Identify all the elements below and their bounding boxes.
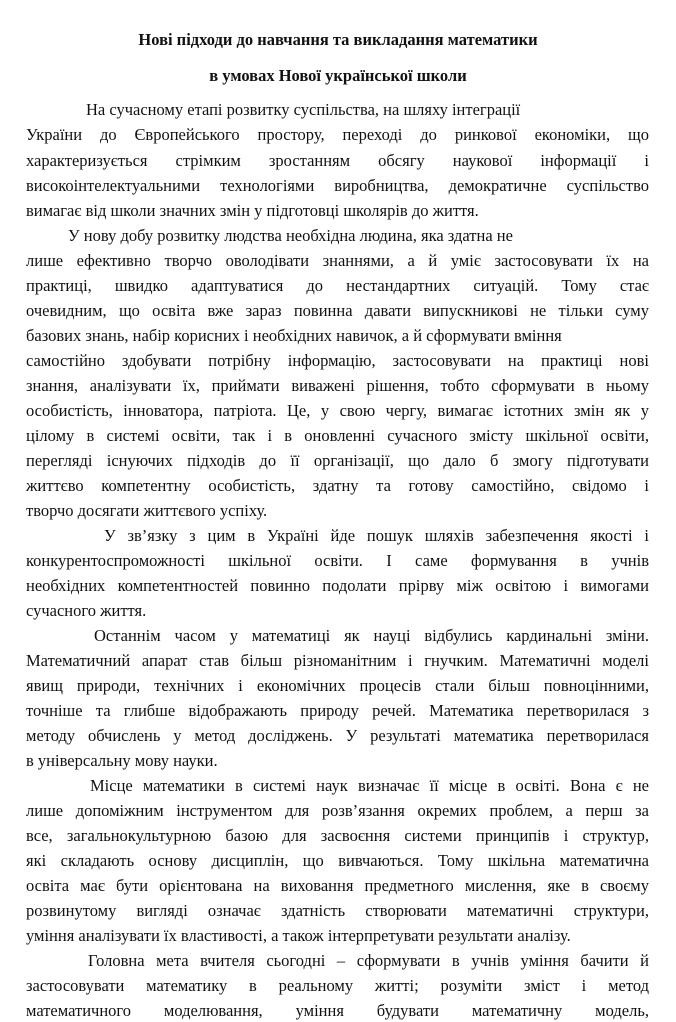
text-line: методу обчислень у метод досліджень. У результаті математика перетворилася (26, 726, 649, 745)
text-line: перегляді існуючих підходів до її організації, що дало б змогу підготувати (26, 451, 649, 470)
text-line: України до Європейського простору, переході до ринкової економіки, що (26, 125, 649, 144)
text-line: очевидним, що освіта вже зараз повинна давати випускникові не тільки суму (26, 301, 649, 320)
text-line: необхідних компетентностей повинно подолати прірву між освітою і вимогами (26, 576, 649, 595)
text-line: все, загальнокультурною базою для засвоєння системи принципів і структур, (26, 826, 649, 845)
text-line: вимагає від школи значних змін у підготовці школярів до життя. (26, 201, 479, 220)
text-line: особистість, інноватора, патріота. Це, у свою чергу, вимагає істотних змін як у (26, 401, 649, 420)
text-line: Головна мета вчителя сьогодні – сформувати в учнів уміння бачити й (88, 951, 649, 970)
text-line: високоінтелектуальними технологіями виробництва, демократичне суспільство (26, 176, 649, 195)
text-line: лише допоміжним інструментом для розв’язання окремих проблем, а перш за (26, 801, 649, 820)
text-line: життєво компетентну особистість, здатну та готову самостійно, свідомо і (26, 476, 649, 495)
text-line: конкурентоспроможності шкільної освіти. І саме формування в учнів (26, 551, 649, 570)
text-line: явищ природи, технічних і економічних процесів стали більш повноцінними, (26, 676, 649, 695)
text-line: які складають основу дисциплін, що вивчаються. Тому шкільна математична (26, 851, 649, 870)
text-line: знання, аналізувати їх, приймати виважені рішення, тобто сформувати в ньому (26, 376, 649, 395)
document-title-line-2: в умовах Нової української школи (209, 66, 467, 85)
text-line: самостійно здобувати потрібну інформацію, застосовувати на практиці нові (26, 351, 649, 370)
text-line: Останнім часом у математиці як науці відбулись кардинальні зміни. (94, 626, 649, 645)
text-line: застосовувати математику в реальному житті; розуміти зміст і метод (26, 976, 649, 995)
text-line: практиці, швидко адаптуватися до нестандартних ситуацій. Тому стає (26, 276, 649, 295)
text-line: розвинутому вигляді означає здатність створювати математичні структури, (26, 901, 649, 920)
text-line: У зв’язку з цим в Україні йде пошук шляхів забезпечення якості і (104, 526, 649, 545)
text-line: Місце математики в системі наук визначає її місце в освіті. Вона є не (90, 776, 649, 795)
text-line: характеризується стрімким зростанням обсягу наукової інформації і (26, 151, 649, 170)
text-line: Математичний апарат став більш різноманітним і гнучким. Математичні моделі (26, 651, 649, 670)
text-line: творчо досягати життєвого успіху. (26, 501, 268, 520)
text-line: цілому в системі освіти, так і в оновленні сучасного змісту шкільної освіти, (26, 426, 649, 445)
text-line: уміння аналізувати їх властивості, а також інтерпретувати результати аналізу. (26, 926, 571, 945)
text-line: сучасного життя. (26, 601, 147, 620)
text-line: базових знань, набір корисних і необхідних навичок, а й сформувати вміння (26, 326, 562, 345)
text-line: На сучасному етапі розвитку суспільства, на шляху інтеграції (86, 100, 521, 119)
document-title-line-1: Нові підходи до навчання та викладання математики (138, 30, 538, 49)
text-line: освіта має бути орієнтована на виховання предметного мислення, яке в своєму (26, 876, 649, 895)
text-line: математичного моделювання, уміння будувати математичну модель, (26, 1001, 649, 1020)
text-line: в універсальну мову науки. (26, 751, 218, 770)
text-line: лише ефективно творчо оволодівати знаннями, а й уміє застосовувати їх на (26, 251, 649, 270)
text-line: точніше та глибше відображають природу речей. Математика перетворилася з (26, 701, 649, 720)
text-line: У нову добу розвитку людства необхідна людина, яка здатна не (68, 226, 513, 245)
